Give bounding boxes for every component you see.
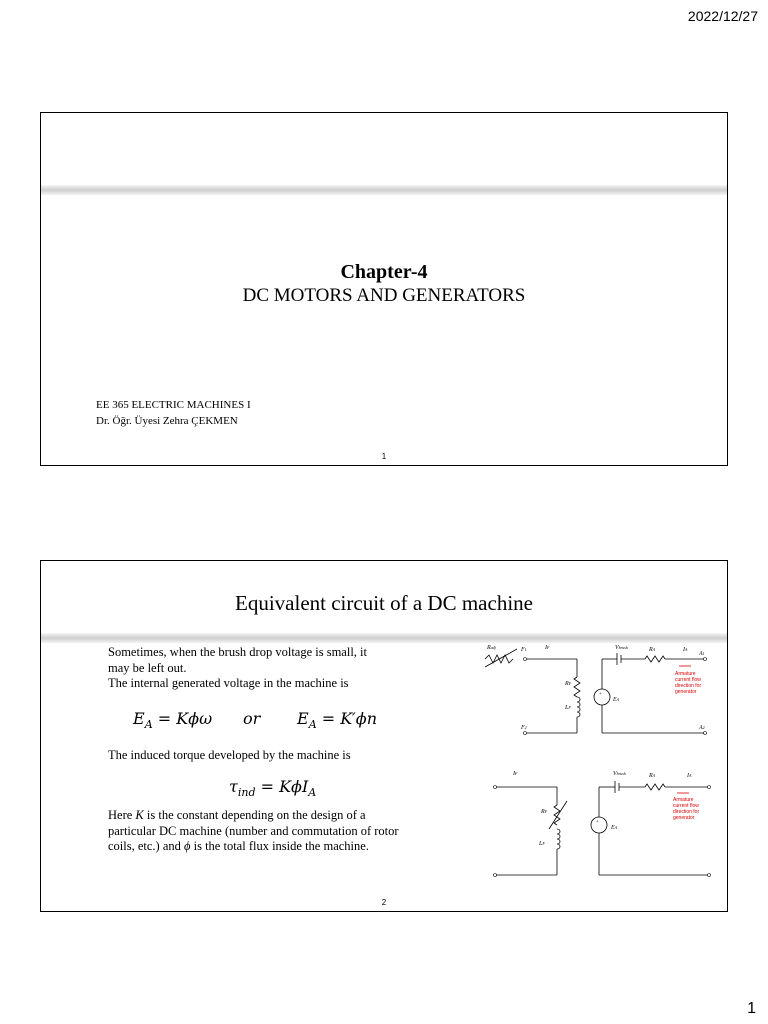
slide-number: 2 [381, 898, 387, 907]
svg-text:LF: LF [565, 705, 571, 711]
svg-text:F2: F2 [521, 725, 527, 731]
equation-ea-n: $E_A = K'\phi n$ [297, 709, 378, 732]
chapter-subtitle: DC MOTORS AND GENERATORS [242, 285, 526, 306]
svg-text:A1: A1 [699, 651, 705, 657]
svg-text:IA: IA [687, 773, 692, 779]
instructor-name: Dr. Öğr. Üyesi Zehra ÇEKMEN [96, 415, 238, 427]
page-number: 1 [747, 1000, 756, 1017]
chapter-title: Chapter-4 [340, 261, 428, 283]
svg-text:Vbrush: Vbrush [615, 645, 628, 651]
equivalent-circuit-diagram-2 [489, 761, 717, 883]
svg-text:LF: LF [539, 841, 545, 847]
print-date: 2022/12/27 [687, 8, 758, 24]
equivalent-circuit-diagram-1 [477, 639, 717, 739]
svg-text:RA: RA [649, 647, 656, 653]
svg-text:+: + [596, 820, 599, 825]
text-line: The internal generated voltage in the machine is [108, 676, 349, 690]
paragraph-torque: The induced torque developed by the machine is [108, 748, 351, 762]
svg-text:+: + [599, 692, 602, 697]
svg-text:RF: RF [565, 681, 572, 687]
svg-text:RF: RF [541, 809, 548, 815]
svg-text:IF: IF [513, 771, 518, 777]
svg-text:current flow: current flow [673, 803, 699, 809]
text-line: coils, etc.) and ϕ is the total flux inside the machine. [108, 839, 369, 853]
svg-text:direction for: direction for [673, 809, 700, 815]
svg-text:direction for: direction for [675, 683, 702, 689]
equation-or: or [243, 709, 261, 728]
svg-text:A2: A2 [699, 725, 705, 731]
text-line: Sometimes, when the brush drop voltage is small, it [108, 645, 367, 659]
paragraph-constant-k [108, 808, 399, 855]
svg-text:F1: F1 [521, 647, 527, 653]
slide-title: Equivalent circuit of a DC machine [235, 591, 533, 615]
text-line: Here K is the constant depending on the design of a [108, 808, 366, 822]
svg-text:generator: generator [673, 815, 695, 821]
svg-text:IF: IF [545, 645, 550, 651]
svg-text:RA: RA [649, 773, 656, 779]
svg-text:Armature: Armature [673, 797, 694, 803]
course-name: EE 365 ELECTRIC MACHINES I [96, 399, 251, 411]
text-line: may be left out. [108, 660, 187, 675]
title-bar-divider [41, 185, 727, 195]
slide-1 [40, 112, 728, 466]
svg-text:IA: IA [683, 647, 688, 653]
svg-text:EA: EA [613, 697, 620, 703]
equation-ea-omega: $E_A = K\phi\omega$ [133, 709, 213, 732]
svg-text:current flow: current flow [675, 677, 701, 683]
svg-text:generator: generator [675, 689, 697, 695]
course-info [96, 397, 251, 429]
svg-text:Armature: Armature [675, 671, 696, 677]
slide-2 [40, 560, 728, 912]
equation-torque: $\tau_{ind} = K\phi I_A$ [229, 777, 317, 800]
svg-text:Radj: Radj [487, 645, 496, 651]
text-line: particular DC machine (number and commutation of rotor [108, 823, 399, 838]
paragraph-brush-drop [108, 645, 367, 692]
svg-text:Vbrush: Vbrush [613, 771, 626, 777]
slide-number: 1 [381, 452, 387, 461]
svg-text:EA: EA [611, 825, 618, 831]
